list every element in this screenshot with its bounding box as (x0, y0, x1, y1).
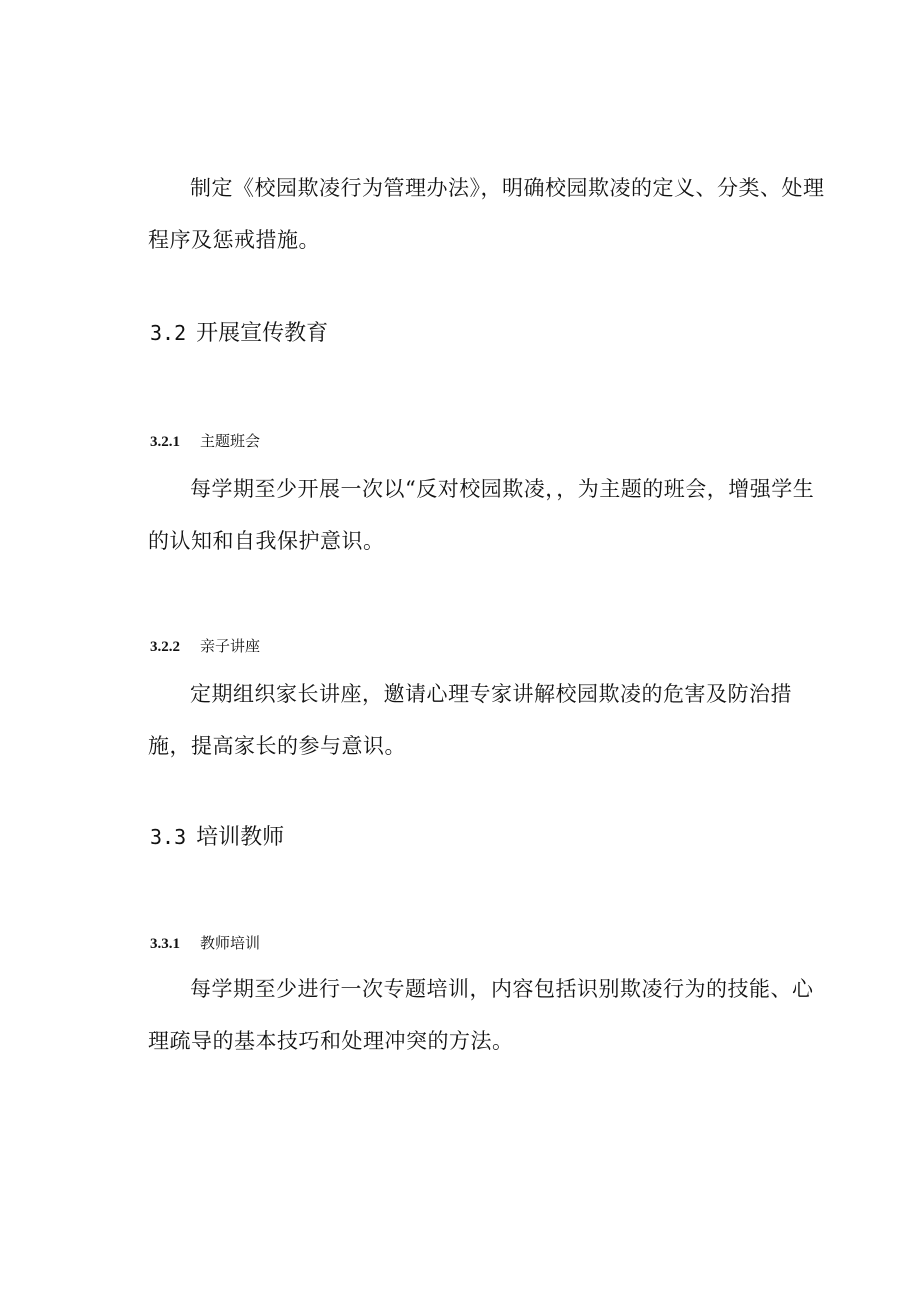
section-heading-3-2 (150, 318, 328, 349)
subsection-heading-3-2-2 (150, 635, 260, 658)
paragraph-3-2-2: 定期组织家长讲座，邀请心理专家讲解校园欺凌的危害及防治措施，提高家长的参与意识。 (148, 682, 792, 758)
subsection-title: 主题班会 (200, 432, 261, 450)
section-heading-3-3 (150, 822, 284, 853)
paragraph-3-3-1: 每学期至少进行一次专题培训，内容包括识别欺凌行为的技能、心理疏导的基本技巧和处理冲突的方法。 (148, 977, 814, 1053)
section-title: 培训教师 (196, 825, 285, 850)
subsection-number: 3.2.1 (150, 434, 180, 450)
subsection-number: 3.3.1 (150, 936, 180, 952)
intro-paragraph: 制定《校园欺凌行为管理办法》，明确校园欺凌的定义、分类、处理程序及惩戒措施。 (148, 176, 825, 252)
subsection-heading-3-3-1 (150, 932, 260, 955)
subsection-title: 教师培训 (200, 934, 261, 952)
section-number: 3.3 (150, 825, 187, 849)
subsection-title: 亲子讲座 (200, 637, 261, 655)
subsection-number: 3.2.2 (150, 639, 180, 655)
paragraph-3-2-1: 每学期至少开展一次以“反对校园欺凌，，为主题的班会，增强学生的认知和自我保护意识。 (148, 477, 815, 553)
section-number: 3.2 (150, 321, 187, 345)
section-title: 开展宣传教育 (196, 321, 329, 346)
subsection-heading-3-2-1 (150, 430, 260, 453)
